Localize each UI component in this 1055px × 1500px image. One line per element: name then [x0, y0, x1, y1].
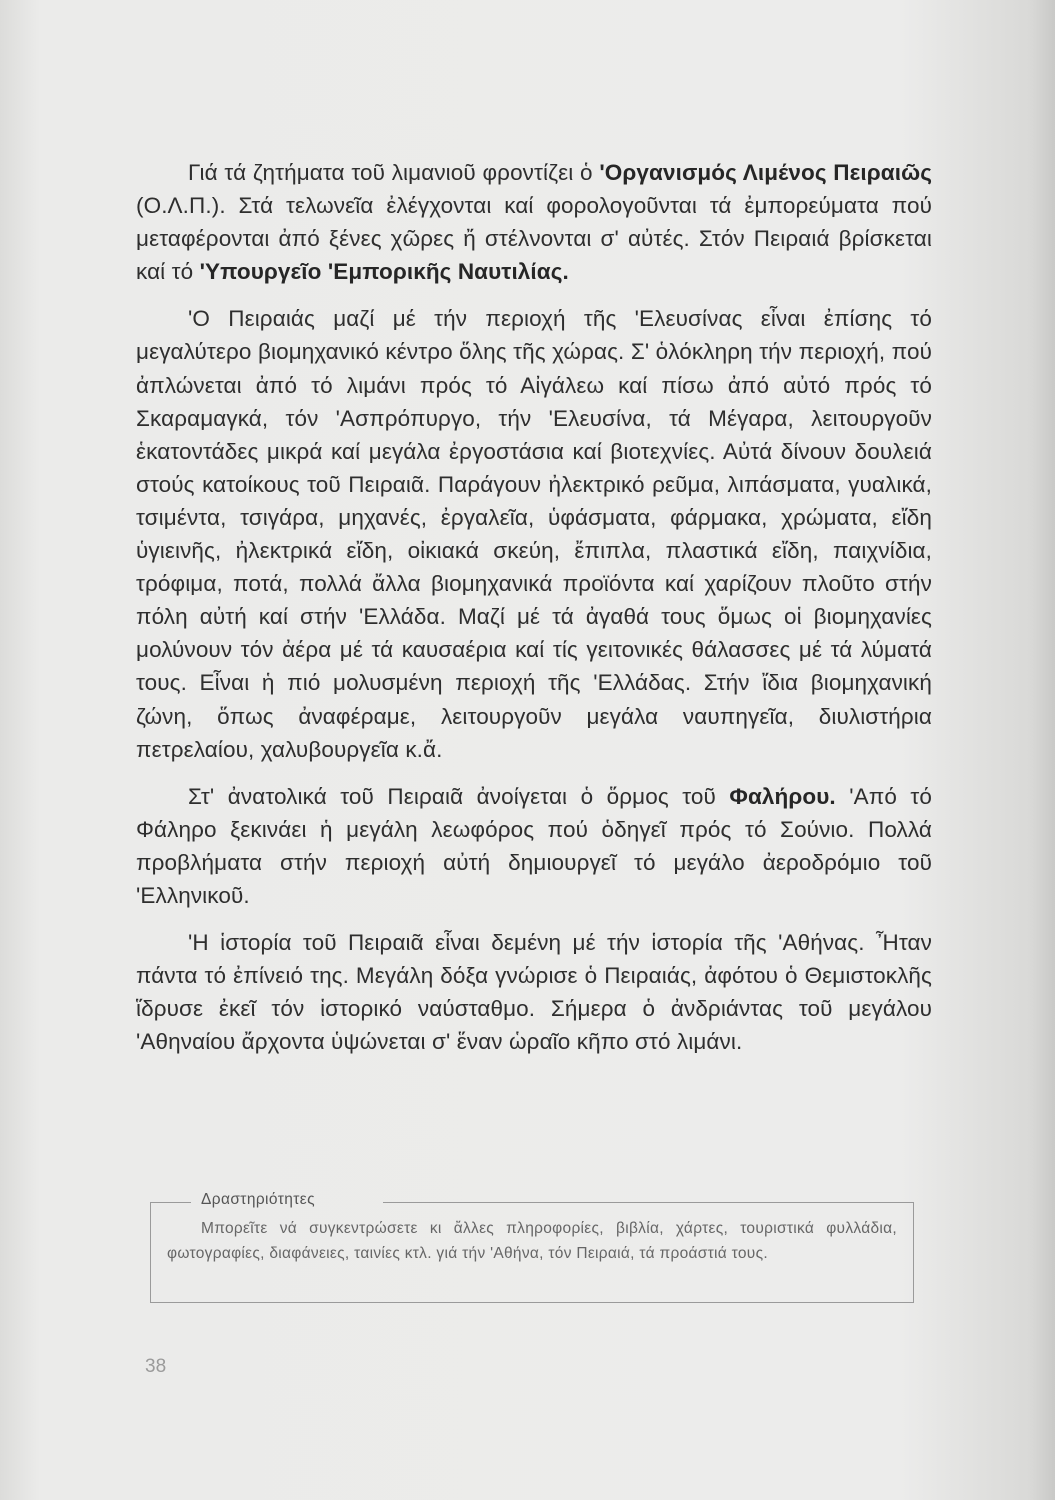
page-number: 38 — [145, 1356, 167, 1377]
paragraph-history — [136, 926, 932, 1058]
text-run: 'Η ἱστορία τοῦ Πειραιᾶ εἶναι δεμένη μέ τήν ἱστορία τῆς 'Αθήνας. Ἦταν πάντα τό ἐπίνειό της. Μεγάλη δόξα γνώρισε ὁ Πειραιάς, ἀφότου ὁ Θεμιστοκλῆς ἵδρυσε ἐκεῖ τόν ἱστορικό ναύσταθμο. Σήμερα ὁ ἀνδριάντας τοῦ μεγάλου 'Αθηναίου ἄρχοντα ὑψώνεται σ' ἕναν ὡραῖο κῆπο στό λιμάνι. — [136, 930, 932, 1055]
box-border-left — [151, 1202, 191, 1203]
bold-term-faliro: Φαλήρου. — [729, 783, 836, 809]
paragraph-faliro — [136, 780, 932, 912]
text-run: Στ' ἀνατολικά τοῦ Πειραιᾶ ἀνοίγεται ὁ ὅρμος τοῦ — [188, 783, 730, 809]
text-run: Γιά τά ζητήματα τοῦ λιμανιοῦ φροντίζει ὁ — [188, 160, 600, 185]
activities-title: Δραστηριότητες — [201, 1191, 315, 1208]
body-text — [136, 156, 932, 1072]
bold-term-olp: 'Οργανισμός Λιμένος Πειραιῶς — [599, 160, 932, 185]
text-run: 'Ο Πειραιάς μαζί μέ τήν περιοχή τῆς 'Ελευσίνας εἶναι ἐπίσης τό μεγαλύτερο βιομηχανικό κέντρο ὅλης τῆς χώρας. Σ' ὁλόκληρη τήν περιοχή, πού ἀπλώνεται ἀπό τό λιμάνι πρός τό Αἰγάλεω καί πίσω ἀπό αὐτό πρός τό Σκαραμαγκά, τόν 'Ασπρόπυργο, τήν 'Ελευσίνα, τά Μέγαρα, λειτουργοῦν ἑκατοντάδες μικρά καί μεγάλα ἐργοστάσια καί βιοτεχνίες. Αὐτά δίνουν δουλειά στούς κατοίκους τοῦ Πειραιᾶ. Παράγουν ἠλεκτρικό ρεῦμα, λιπάσματα, γυαλικά, τσιμέντα, τσιγάρα, μηχανές, ἐργαλεῖα, ὑφάσματα, φάρμακα, χρώματα, εἴδη ὑγιεινῆς, ἠλεκτρικά εἴδη, οἰκιακά σκεύη, ἔπιπλα, πλαστικά εἴδη, παιχνίδια, τρόφιμα, ποτά, πολλά ἄλλα βιομηχανικά προϊόντα καί χαρίζουν πλοῦτο στήν πόλη αὐτή καί στήν 'Ελλάδα. Μαζί μέ τά ἀγαθά τους ὅμως οἱ βιομηχανίες μολύνουν τόν ἀέρα μέ τά καυσαέρια καί τίς γειτονικές θάλασσες μέ τά λύματά τους. Εἶναι ἡ πιό μολυσμένη περιοχή τῆς 'Ελλάδας. Στήν ἴδια βιομηχανική ζώνη, ὅπως ἀναφέραμε, λειτουργοῦν μεγάλα ναυπηγεῖα, διυλιστήρια πετρελαίου, χαλυβουργεῖα κ.ἄ. — [136, 306, 932, 762]
text-run: (Ο.Λ.Π.). Στά τελωνεῖα ἐλέγχονται καί φορολογοῦνται τά ἐμπορεύματα πού μεταφέρονται ἀπό ξένες χῶρες ἤ στέλνονται σ' αὐτές. Στόν Πειραιά βρίσκεται καί τό — [136, 193, 932, 285]
paragraph-industry — [136, 302, 932, 765]
text-run: 'Από τό Φάληρο ξεκινάει ἡ μεγάλη λεωφόρος πού ὁδηγεῖ πρός τό Σούνιο. Πολλά προβλήματα στήν περιοχή αὐτή δημιουργεῖ τό μεγάλο ἀεροδρόμιο τοῦ 'Ελληνικοῦ. — [136, 783, 933, 908]
paragraph-port-authority — [136, 156, 932, 288]
box-border-right — [383, 1202, 913, 1203]
activities-box — [150, 1191, 914, 1303]
activities-text: Μπορεῖτε νά συγκεντρώσετε κι ἄλλες πληροφορίες, βιβλία, χάρτες, τουριστικά φυλλάδια, φωτογραφίες, διαφάνειες, ταινίες κτλ. γιά τήν 'Αθήνα, τόν Πειραιά, τά προάστιά τους. — [167, 1220, 897, 1262]
bold-term-ministry: 'Υπουργεῖο 'Εμπορικῆς Ναυτιλίας. — [199, 259, 569, 285]
